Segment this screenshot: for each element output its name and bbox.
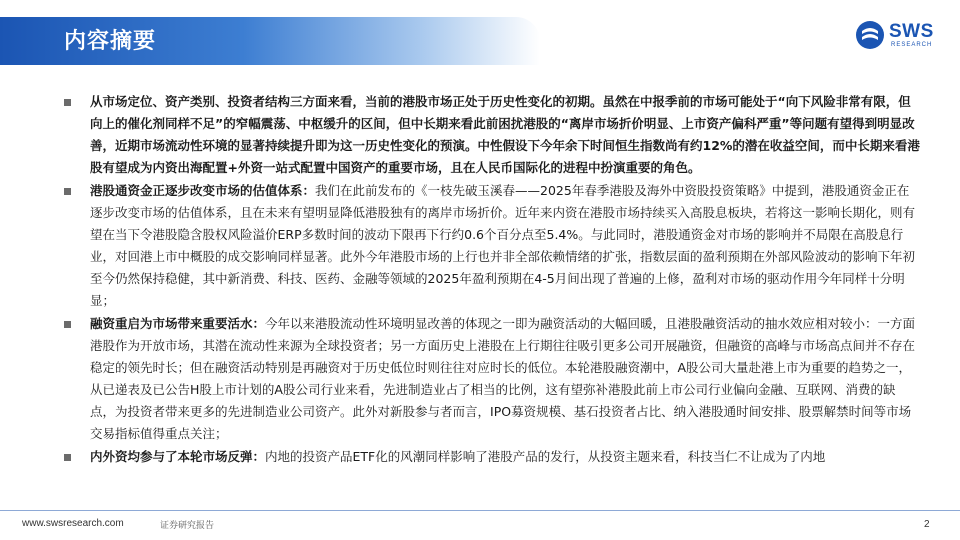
logo-text: SWS <box>889 21 934 42</box>
bullet-text: 内地的投资产品ETF化的风潮同样影响了港股产品的发行，从投资主题来看，科技当仁不让成为了内地 <box>265 449 826 464</box>
bullet-square-icon <box>64 454 71 461</box>
sws-logo-icon <box>855 20 885 50</box>
footer-report-tag: 证券研究报告 <box>160 521 215 531</box>
bullet-text: 从市场定位、资产类别、投资者结构三方面来看，当前的港股市场正处于历史性变化的初期。虽然在中报季前的市场可能处于“向下风险非常有限，但向上的催化剂同样不足”的窄幅震荡、中枢缓升的区间，但中长期来看此前困扰港股的“离岸市场折价明显、上市资产偏科严重”等问题有望得到明显改善，近期市场流动性环境的显著持续提升即为这一历史性变化的预演。中性假设下今年余下时间恒生指数尚有约12%的潜在收益空间，而中长期来看港股有望成为内资出海配置+外资一站式配置中国资产的重要市场，且在人民币国际化的进程中扮演重要的角色。 <box>90 94 920 175</box>
bullet-item <box>64 91 920 179</box>
bullet-square-icon <box>64 188 71 195</box>
bullet-text: 我们在此前发布的《一枝先破玉溪春——2025年春季港股及海外中资股投资策略》中提到，港股通资金正在逐步改变市场的估值体系，且在未来有望明显降低港股独有的离岸市场折价。近年来内资在港股市场持续买入高股息板块，若将这一影响长期化，则有望在当下令港股隐含股权风险溢价ERP多数时间的波动下限再下行约0.6个百分点至5.4%。与此同时，港股通资金对市场的影响并不局限在高股息行业，对回港上市中概股的成交影响同样显著。此外今年港股市场的上行也并非全部依赖情绪的扩张，指数层面的盈利预期在外部风险波动的影响下年初至今仍然保持稳健，其中新消费、科技、医药、金融等领域的2025年盈利预期在4-5月间出现了普遍的上修，盈利对市场的驱动作用今年同样十分明显； <box>90 183 916 308</box>
bullet-item <box>64 313 920 445</box>
footer-divider <box>0 510 960 511</box>
header <box>0 0 960 76</box>
page-number: 2 <box>924 519 930 530</box>
logo-subtext: RESEARCH <box>891 42 933 48</box>
bullet-lead: 港股通资金正逐步改变市场的估值体系： <box>90 183 316 198</box>
bullet-text: 今年以来港股流动性环境明显改善的体现之一即为融资活动的大幅回暖，且港股融资活动的抽水效应相对较小：一方面港股作为开放市场，其潜在流动性来源为全球投资者；另一方面历史上港股在上行期往往吸引更多公司开展融资，但融资的高峰与市场高点间并不存在稳定的领先时长；但在融资活动特别是再融资对于历史低位时则往往对应时长的低位。本轮港股融资潮中，A股公司大量赴港上市为重要的趋势之一，从已递表及已公告H股上市计划的A股公司行业来看，先进制造业占了相当的比例，这有望弥补港股此前上市公司行业偏向金融、互联网、消费的缺点，为投资者带来更多的先进制造业公司资产。此外对新股参与者而言，IPO募资规模、基石投资者占比、纳入港股通时间安排、股票解禁时间等市场交易指标值得重点关注； <box>90 316 916 441</box>
sws-logo <box>855 20 945 52</box>
bullet-lead: 内外资均参与了本轮市场反弹： <box>90 449 266 464</box>
bullet-item <box>64 446 920 468</box>
bullet-lead: 融资重启为市场带来重要活水： <box>90 316 266 331</box>
bullet-square-icon <box>64 99 71 106</box>
bullet-square-icon <box>64 321 71 328</box>
footer-website-link[interactable]: www.swsresearch.com <box>22 518 124 529</box>
page-title: 内容摘要 <box>64 28 157 54</box>
summary-content <box>64 91 920 468</box>
bullet-item <box>64 180 920 312</box>
